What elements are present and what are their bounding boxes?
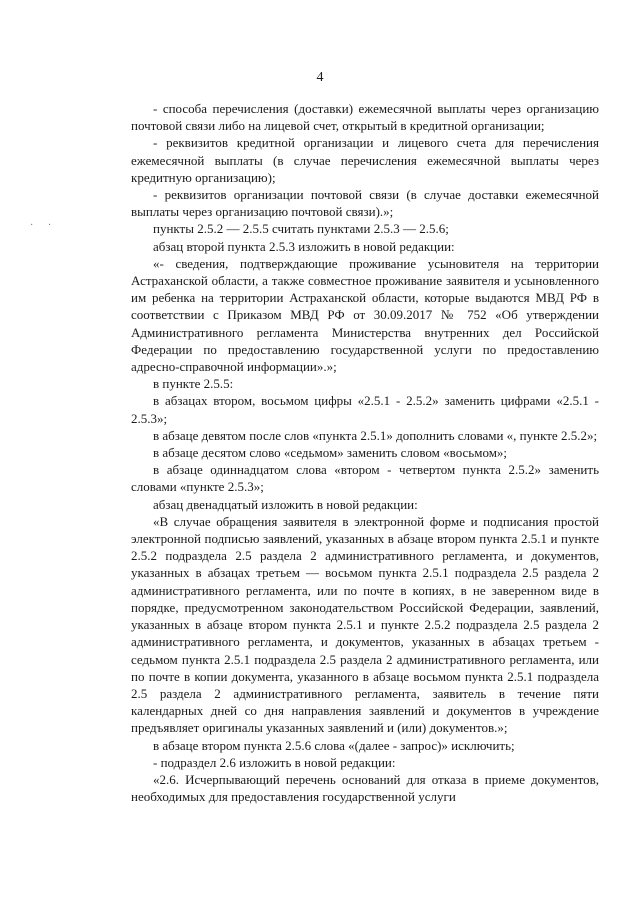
paragraph: пункты 2.5.2 — 2.5.5 считать пунктами 2.5.3 — 2.5.6;	[153, 221, 449, 237]
paragraph: - реквизитов кредитной организации и лицевого счета для перечисления ежемесячной выплаты (в случае перечисления ежемесячной выплаты через кредитную организацию);	[131, 135, 599, 185]
paragraph: «- сведения, подтверждающие проживание усыновителя на территории Астраханской области, а также совместное проживание заявителя и усыновленного им ребенка на территории Астраханской области, которые выдаются МВД РФ в соответствии с Приказом МВД РФ от 30.09.2017 № 752 «Об утверждении Административного регламента Министерства внутренних дел Российской Федерации по предоставлению государственной услуги по предоставлению адресно-справочной информации».»;	[131, 255, 599, 375]
paragraph: в абзацах втором, восьмом цифры «2.5.1 - 2.5.2» заменить цифрами «2.5.1 - 2.5.3»;	[131, 393, 599, 426]
paragraph: в абзаце десятом слово «седьмом» заменить словом «восьмом»;	[153, 445, 508, 461]
paragraph: «В случае обращения заявителя в электронной форме и подписания простой электронной подписью заявлений, указанных в абзаце втором пункта 2.5.1 и пункте 2.5.2 подраздела 2.5 раздела 2 административного регламента, и документов, указанных в абзацах третьем — восьмом пункта 2.5.1 подраздела 2.5 раздела 2 административного регламента, или по почте в копиях, в не заверенном виде в порядке, предусмотренном законодательством Российской Федерации, заявлений, указанных в абзаце втором пункта 2.5.1 и пункте 2.5.2 подраздела 2.5 раздела 2 административного регламента, и документов, указанных в абзацах третьем - седьмом пункта 2.5.1 подраздела 2.5 раздела 2 административного регламента, или по почте в копии документа, указанного в абзаце восьмом пункта 2.5.1 подраздела 2.5 раздела 2 административного регламента, заявитель в течение пяти календарных дней со дня направления заявлений и документов в учреждение предъявляет оригиналы указанных заявлений и (или) документов.»;	[131, 513, 599, 736]
document-body	[131, 100, 599, 805]
paragraph: - подраздел 2.6 изложить в новой редакции:	[153, 754, 396, 770]
paragraph: «2.6. Исчерпывающий перечень оснований для отказа в приеме документов, необходимых для предоставления государственной услуги	[131, 771, 599, 805]
margin-marks: · ·	[30, 220, 58, 231]
paragraph: - способа перечисления (доставки) ежемесячной выплаты через организацию почтовой связи либо на лицевой счет, открытый в кредитной организации;	[131, 101, 599, 134]
paragraph: в абзаце втором пункта 2.5.6 слова «(далее - запрос)» исключить;	[153, 737, 515, 753]
paragraph: в абзаце одиннадцатом слова «втором - четвертом пункта 2.5.2» заменить словами «пункте 2.5.3»;	[131, 462, 599, 495]
paragraph: в пункте 2.5.5:	[153, 376, 234, 392]
paragraph: абзац второй пункта 2.5.3 изложить в новой редакции:	[153, 238, 455, 254]
paragraph: в абзаце девятом после слов «пункта 2.5.1» дополнить словами «, пункте 2.5.2»;	[153, 427, 598, 443]
paragraph: абзац двенадцатый изложить в новой редакции:	[153, 496, 418, 512]
paragraph: - реквизитов организации почтовой связи (в случае доставки ежемесячной выплаты через организацию почтовой связи).»;	[131, 187, 599, 220]
page-number: 4	[316, 70, 324, 85]
